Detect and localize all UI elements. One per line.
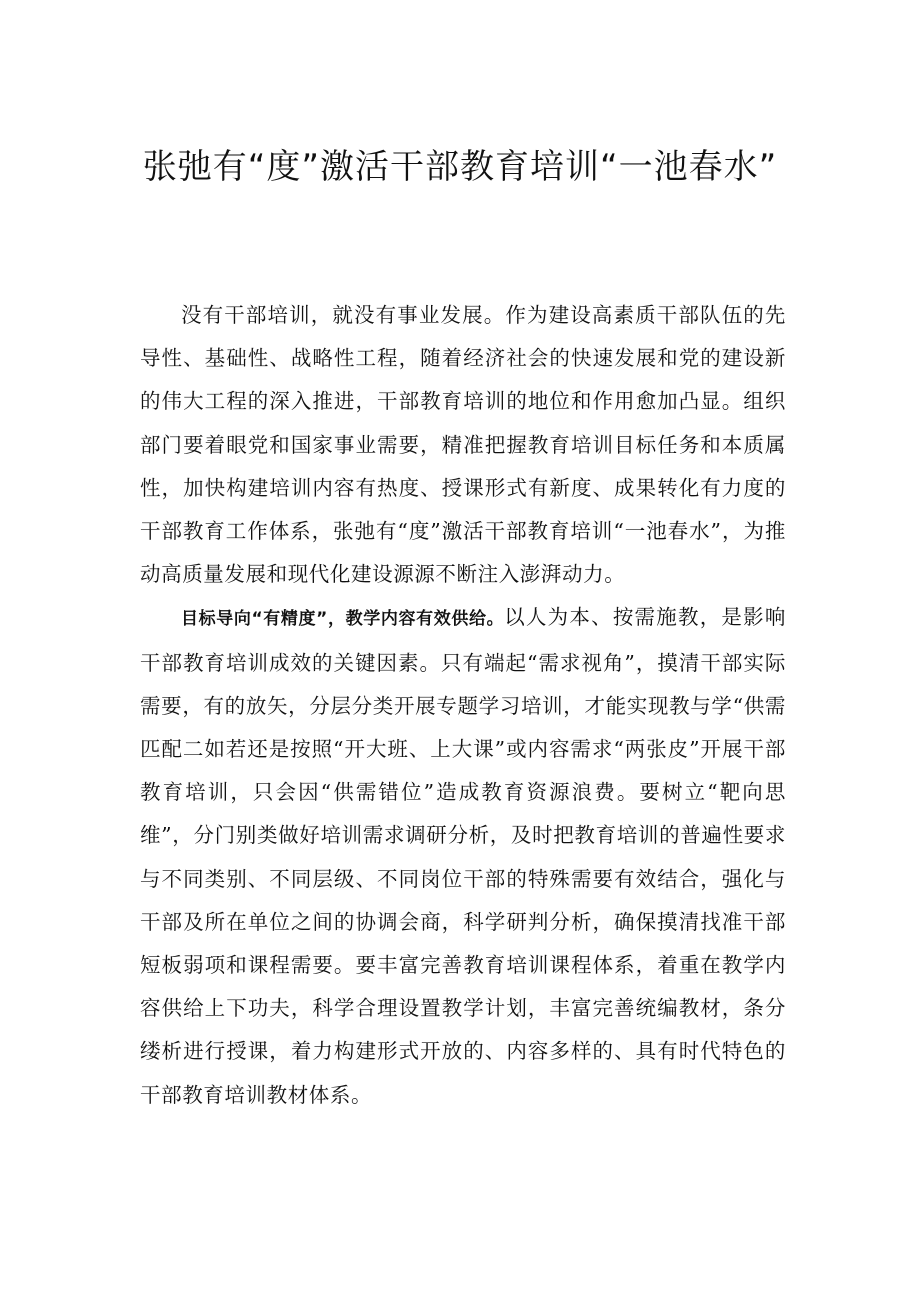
paragraph-section-1 <box>140 596 786 1116</box>
paragraph-text: 以人为本、按需施教，是影响干部教育培训成效的关键因素。只有端起“需求视角”，摸清干部实际需要，有的放矢，分层分类开展专题学习培训，才能实现教与学“供需匹配二如若还是按照“开大班、上大课”或内容需求“两张皮”开展干部教育培训，只会因“供需错位”造成教育资源浪费。要树立“靶向思维”，分门别类做好培训需求调研分析，及时把教育培训的普遍性要求与不同类别、不同层级、不同岗位干部的特殊需要有效结合，强化与干部及所在单位之间的协调会商，科学研判分析，确保摸清找准干部短板弱项和课程需要。要丰富完善教育培训课程体系，着重在教学内容供给上下功夫，科学合理设置教学计划，丰富完善统编教材，条分缕析进行授课，着力构建形式开放的、内容多样的、具有时代特色的干部教育培训教材体系。 <box>140 605 786 1107</box>
document-title: 张弛有“度”激活干部教育培训“一池春水” <box>142 147 778 187</box>
document-body <box>140 294 786 1117</box>
paragraph-text: 没有干部培训，就没有事业发展。作为建设高素质干部队伍的先导性、基础性、战略性工程，随着经济社会的快速发展和党的建设新的伟大工程的深入推进，干部教育培训的地位和作用愈加凸显。组织部门要着眼党和国家事业需要，精准把握教育培训目标任务和本质属性，加快构建培训内容有热度、授课形式有新度、成果转化有力度的干部教育工作体系，张弛有“度”激活干部教育培训“一池春水”，为推动高质量发展和现代化建设源源不断注入澎湃动力。 <box>140 303 786 587</box>
paragraph-intro <box>140 294 786 596</box>
section-heading: 目标导向“有精度”，教学内容有效供给。 <box>181 609 505 630</box>
